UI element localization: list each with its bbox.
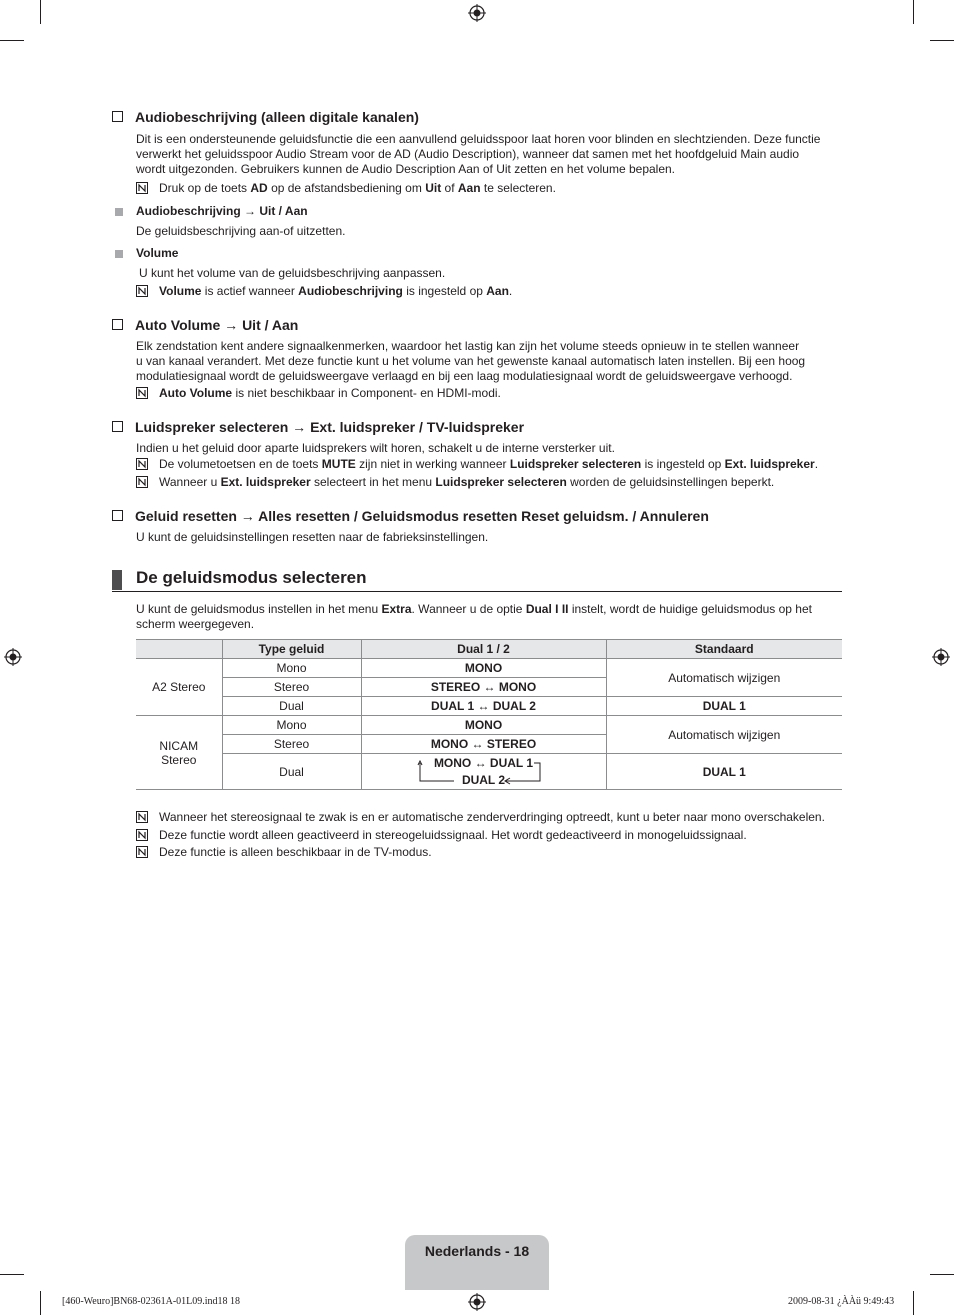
- section-rule: [112, 591, 842, 592]
- mode-intro: U kunt de geluidsmodus instellen in het menu Extra. Wanneer u de optie Dual I II instelt, wordt de huidige geluidsmodus op het scherm weergegeven.: [136, 602, 812, 631]
- note: Wanneer het stereosignaal te zwak is en er automatische zenderverdringing optreedt, kunt u beter naar mono overschakelen.: [136, 810, 856, 826]
- table-header-row: [136, 640, 842, 659]
- note-icon: [136, 458, 148, 470]
- note-icon: [136, 182, 148, 194]
- column-header: Dual 1 / 2: [361, 640, 606, 659]
- sub-body: De geluidsbeschrijving aan-of uitzetten.: [136, 224, 346, 238]
- crop-mark: [40, 0, 41, 24]
- section-heading-autovolume: Auto Volume → Uit / Aan: [112, 317, 298, 334]
- section-heading-reset: Geluid resetten → Alles resetten / Geluidsmodus resetten Reset geluidsm. / Annuleren: [112, 508, 709, 525]
- sound-mode-table: [136, 639, 842, 790]
- audiodesc-body: Dit is een ondersteunende geluidsfunctie die een aanvullend geluidsspoor laat horen voor blinden en slechtzienden. Deze functie verwerkt het geluidsspoor Audio Stream voor de AD (Audio Description), wanneer dat samen met het hoofdgeluid Main audio wordt uitgezonden. Gebruikers kunnen de Audio Description Aan of Uit zetten en het volume bepalen.: [136, 132, 821, 176]
- note: Deze functie is alleen beschikbaar in de TV-modus.: [136, 845, 856, 861]
- row-group-label: A2 Stereo: [136, 659, 222, 716]
- dual-cycle-cell: MONO ↔ DUAL 1 DUAL 2: [361, 754, 606, 790]
- note-icon: [136, 829, 148, 841]
- column-header: Type geluid: [222, 640, 361, 659]
- cycle-arrow-icon: [414, 755, 548, 789]
- square-bullet-icon: [115, 208, 123, 216]
- crop-mark: [0, 40, 24, 41]
- note-icon: [136, 387, 148, 399]
- table-row: Dual MONO ↔ DUAL 1 DUAL 2 DUAL 1: [136, 754, 842, 790]
- table-row: Stereo STEREO ↔ MONO: [136, 678, 842, 697]
- square-bullet-icon: [115, 250, 123, 258]
- sub-heading: Audiobeschrijving → Uit / Aan: [136, 204, 308, 218]
- note-icon: [136, 811, 148, 823]
- registration-mark-icon: [468, 1293, 486, 1311]
- sub-heading: Volume: [136, 246, 179, 260]
- table-row: A2 Stereo Mono MONO Automatisch wijzigen: [136, 659, 842, 678]
- print-timestamp: 2009-08-31 ¿ÀÀü 9:49:43: [788, 1296, 895, 1307]
- section-heading-speaker: Luidspreker selecteren → Ext. luidspreker / TV-luidspreker: [112, 419, 524, 436]
- table-row: NICAM Stereo Mono MONO Automatisch wijzigen: [136, 716, 842, 735]
- crop-mark: [913, 1291, 914, 1315]
- speaker-body: Indien u het geluid door aparte luidsprekers wilt horen, schakelt u de interne versterker uit.: [136, 441, 615, 455]
- note-icon: [136, 846, 148, 858]
- crop-mark: [930, 1274, 954, 1275]
- registration-mark-icon: [468, 4, 486, 22]
- table-row: Stereo MONO ↔ STEREO: [136, 735, 842, 754]
- checkbox-bullet-icon: [112, 510, 123, 521]
- page-label: Nederlands - 18: [424, 1243, 530, 1259]
- crop-mark: [930, 40, 954, 41]
- sub-body: U kunt het volume van de geluidsbeschrijving aanpassen.: [139, 266, 446, 280]
- section-heading-audiodesc: Audiobeschrijving (alleen digitale kanalen): [112, 109, 419, 126]
- section-title: De geluidsmodus selecteren: [136, 568, 367, 587]
- crop-mark: [0, 1274, 24, 1275]
- page-number-tab: [405, 1235, 549, 1290]
- registration-mark-icon: [4, 648, 22, 666]
- autovolume-body: Elk zendstation kent andere signaalkenmerken, waardoor het lastig kan zijn het volume steeds opnieuw in te stellen wanneer u van kanaal verandert. Met deze functie kunt u het volume van het gewenste kanaal automatisch laten instellen. Bij een hoog modulatiesignaal wordt de geluidsweergave verlaagd en bij een laag modulatiesignaal wordt de geluidsweergave verhoogd.: [136, 339, 806, 383]
- note: Deze functie wordt alleen geactiveerd in stereogeluidssignaal. Het wordt gedeactiveerd in monogeluidssignaal.: [136, 828, 856, 844]
- note-icon: [136, 476, 148, 488]
- row-group-label: NICAM Stereo: [136, 716, 222, 790]
- section-title-bar: [112, 570, 122, 590]
- checkbox-bullet-icon: [112, 111, 123, 122]
- crop-mark: [913, 0, 914, 24]
- table-row: Dual DUAL 1 ↔ DUAL 2 DUAL 1: [136, 697, 842, 716]
- note: Druk op de toets AD op de afstandsbediening om Uit of Aan te selecteren.: [136, 181, 836, 197]
- note-icon: [136, 285, 148, 297]
- print-file-info: [460-Weuro]BN68-02361A-01L09.ind18 18: [62, 1296, 241, 1307]
- note: Volume is actief wanneer Audiobeschrijving is ingesteld op Aan.: [136, 284, 836, 300]
- note: De volumetoetsen en de toets MUTE zijn niet in werking wanneer Luidspreker selecteren is ingesteld op Ext. luidspreker.: [136, 457, 856, 473]
- column-header: Standaard: [606, 640, 842, 659]
- note: Auto Volume is niet beschikbaar in Component- en HDMI-modi.: [136, 386, 836, 402]
- checkbox-bullet-icon: [112, 421, 123, 432]
- crop-mark: [40, 1291, 41, 1315]
- checkbox-bullet-icon: [112, 319, 123, 330]
- reset-body: U kunt de geluidsinstellingen resetten naar de fabrieksinstellingen.: [136, 530, 489, 544]
- note: Wanneer u Ext. luidspreker selecteert in het menu Luidspreker selecteren worden de geluidsinstellingen beperkt.: [136, 475, 856, 491]
- registration-mark-icon: [932, 648, 950, 666]
